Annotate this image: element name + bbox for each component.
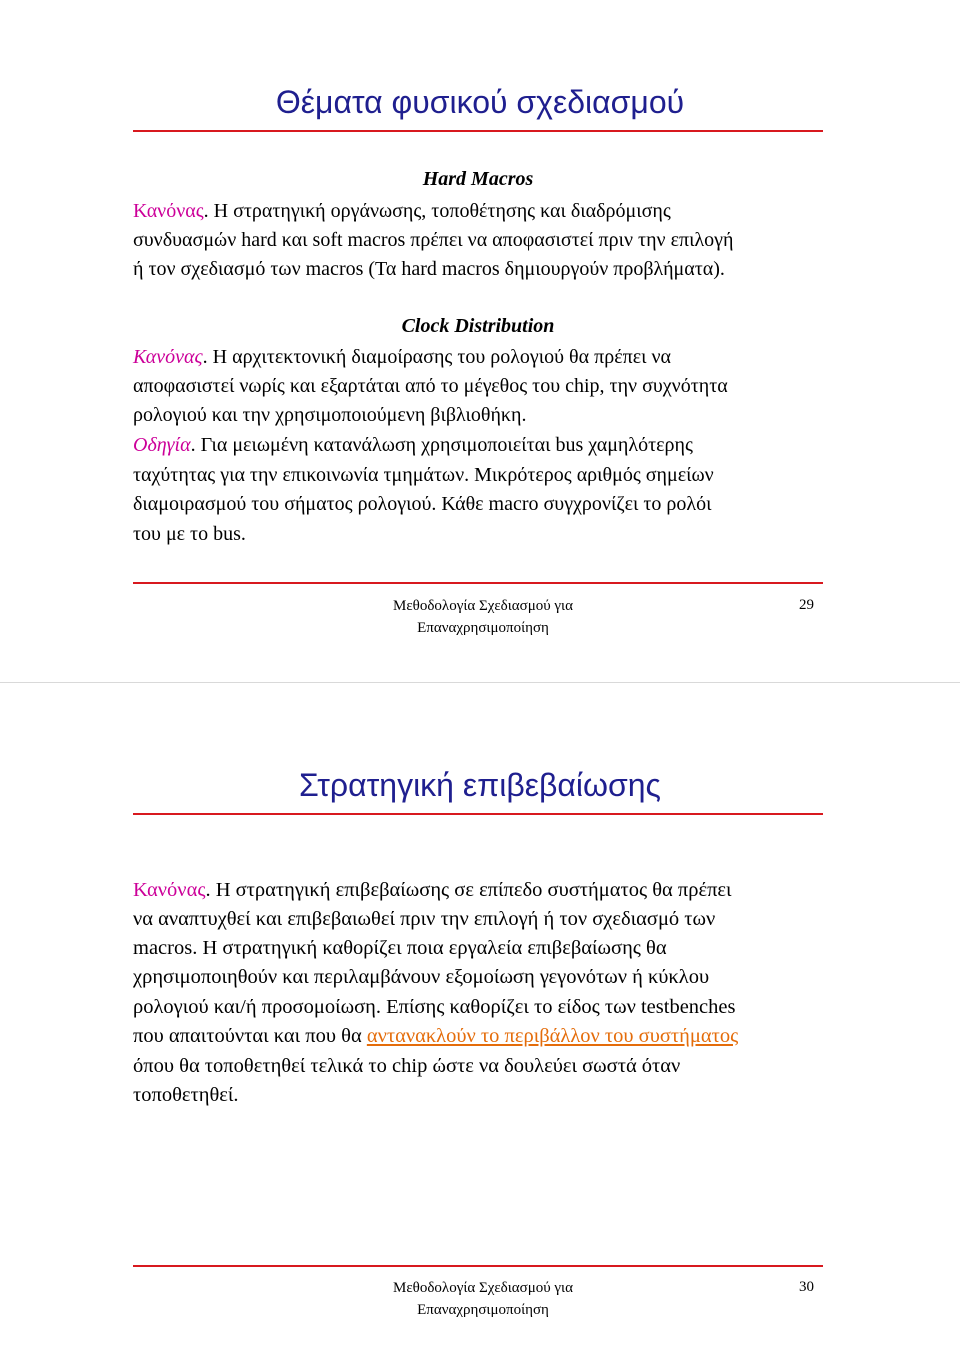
- body-line: ρολογιού και την χρησιμοποιούμενη βιβλιοθήκη.: [133, 404, 527, 426]
- body-line: macros. Η στρατηγική καθορίζει ποια εργαλεία επιβεβαίωσης θα: [133, 937, 667, 959]
- body-line: [133, 197, 671, 226]
- body-line: να αναπτυχθεί και επιβεβαιωθεί πριν την επιλογή ή τον σχεδιασμό των: [133, 908, 716, 930]
- slide-title: Θέματα φυσικού σχεδιασμού: [275, 84, 685, 120]
- footer-line: Μεθοδολογία Σχεδιασμού για: [393, 1280, 573, 1296]
- body-text: . Για μειωμένη κατανάλωση χρησιμοποιείται bus χαμηλότερης: [190, 434, 693, 456]
- footer-line: Επαναχρησιμοποίηση: [417, 1302, 549, 1318]
- highlighted-text: αντανακλούν το περιβάλλον του συστήματος: [366, 1025, 739, 1047]
- footer-title: [333, 1277, 633, 1321]
- body-text: . Η αρχιτεκτονική διαμοίρασης του ρολογιού θα πρέπει να: [202, 346, 671, 368]
- body-line: τοποθετηθεί.: [133, 1084, 239, 1106]
- rule-keyword: Κανόνας: [133, 200, 204, 222]
- body-line: όπου θα τοποθετηθεί τελικά το chip ώστε να δουλεύει σωστά όταν: [133, 1055, 681, 1077]
- body-line: ή τον σχεδιασμό των macros (Τα hard macros δημιουργούν προβλήματα).: [133, 258, 725, 280]
- footer-rule: [133, 582, 823, 584]
- body-line: του με το bus.: [133, 523, 246, 545]
- footer-title: [333, 595, 633, 639]
- body-line: διαμοιρασμού του σήματος ρολογιού. Κάθε macro συγχρονίζει το ρολόι: [133, 493, 712, 515]
- section-heading-clock-distribution: Clock Distribution: [401, 315, 555, 337]
- guide-keyword: Οδηγία: [133, 434, 191, 456]
- footer-line: Επαναχρησιμοποίηση: [417, 620, 549, 636]
- body-line: [133, 876, 732, 905]
- title-rule: [133, 130, 823, 132]
- body-line: [133, 431, 693, 460]
- slide-30: [0, 683, 960, 1367]
- page-number: 30: [799, 1279, 814, 1295]
- body-line: χρησιμοποιηθούν και περιλαμβάνουν εξομοίωση γεγονότων ή κύκλου: [133, 966, 710, 988]
- section-heading-hard-macros: Hard Macros: [422, 168, 534, 190]
- body-line: συνδυασμών hard και soft macros πρέπει να αποφασιστεί πριν την επιλογή: [133, 229, 734, 251]
- body-line: ταχύτητας για την επικοινωνία τμημάτων. Μικρότερος αριθμός σημείων: [133, 464, 714, 486]
- footer-line: Μεθοδολογία Σχεδιασμού για: [393, 598, 573, 614]
- body-text: . Η στρατηγική οργάνωσης, τοποθέτησης και διαδρόμισης: [203, 200, 671, 222]
- body-line: ρολογιού και/ή προσομοίωση. Επίσης καθορίζει το είδος των testbenches: [133, 996, 736, 1018]
- body-text: που απαιτούνται και που θα: [133, 1025, 367, 1047]
- body-line: αποφασιστεί νωρίς και εξαρτάται από το μέγεθος του chip, την συχνότητα: [133, 375, 728, 397]
- page-number: 29: [799, 597, 814, 613]
- body-line: [133, 1022, 738, 1051]
- slide-title: Στρατηγική επιβεβαίωσης: [299, 767, 661, 803]
- footer-rule: [133, 1265, 823, 1267]
- body-line: [133, 343, 671, 372]
- title-rule: [133, 813, 823, 815]
- rule-keyword: Κανόνας: [133, 346, 203, 368]
- body-text: . Η στρατηγική επιβεβαίωσης σε επίπεδο συστήματος θα πρέπει: [205, 879, 732, 901]
- rule-keyword: Κανόνας: [133, 879, 206, 901]
- slide-29: [0, 0, 960, 683]
